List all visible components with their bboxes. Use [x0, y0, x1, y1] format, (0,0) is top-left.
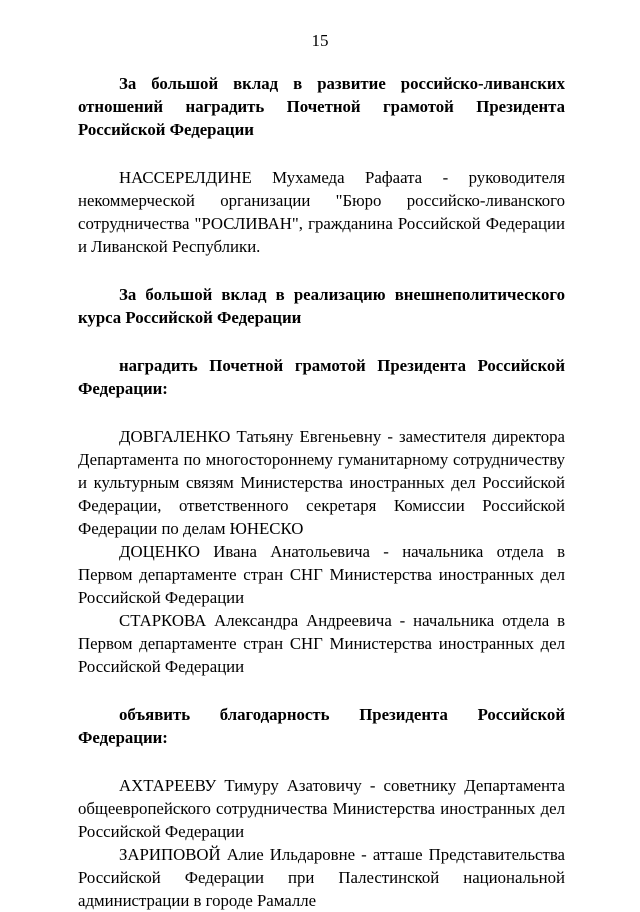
section-heading-lebanon: За большой вклад в развитие российско-ливанских отношений наградить Почетной грамотой Президента Российской Федерации	[78, 74, 565, 139]
award-subheading-gratitude: объявить благодарность Президента Российской Федерации:	[78, 705, 565, 747]
award-subheading-certificate: наградить Почетной грамотой Президента Российской Федерации:	[78, 356, 565, 398]
award-entry-dovgalenko: ДОВГАЛЕНКО Татьяну Евгеньевну - заместителя директора Департамента по многостороннему гуманитарному сотрудничеству и культурным связям Министерства иностранных дел Российской Федерации, ответственного секретаря Комиссии Российской Федерации по делам ЮНЕСКО	[78, 427, 565, 538]
section-heading-foreign-policy: За большой вклад в реализацию внешнеполитического курса Российской Федерации	[78, 285, 565, 327]
award-entry-nasseredine: НАССЕРЕЛДИНЕ Мухамеда Рафаата - руководителя некоммерческой организации "Бюро российско-ливанского сотрудничества "РОСЛИВАН", гражданина Российской Федерации и Ливанской Республики.	[78, 168, 565, 256]
page-number: 15	[311, 31, 329, 50]
award-entry-starkov: СТАРКОВА Александра Андреевича - начальника отдела в Первом департаменте стран СНГ Министерства иностранных дел Российской Федерации	[78, 611, 565, 676]
award-entry-dotsenko: ДОЦЕНКО Ивана Анатольевича - начальника отдела в Первом департаменте стран СНГ Министерства иностранных дел Российской Федерации	[78, 542, 565, 607]
award-entry-akhtareev: АХТАРЕЕВУ Тимуру Азатовичу - советнику Департамента общеевропейского сотрудничества Министерства иностранных дел Российской Федерации	[78, 776, 565, 841]
award-entry-zaripova: ЗАРИПОВОЙ Алие Ильдаровне - атташе Представительства Российской Федерации при Палестинской национальной администрации в городе Рамалле	[78, 845, 565, 910]
document-body	[78, 72, 565, 912]
